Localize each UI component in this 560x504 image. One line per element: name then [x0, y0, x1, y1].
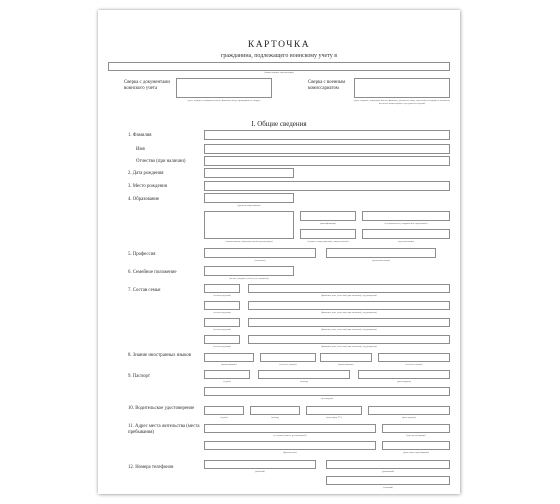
family-kinship-caption-2: (степень родства)	[213, 311, 231, 314]
phone-work-caption: (рабочий)	[255, 470, 265, 473]
family-person-caption-1: (фамилия, имя, отчество (при наличии), год рождения)	[321, 294, 377, 297]
family-person-field-3[interactable]	[248, 318, 450, 327]
education-diploma-caption: (серия и номер диплома, свидетельства)	[307, 240, 349, 243]
phone-mobile-caption: (сотовый)	[382, 486, 394, 489]
education-level-field[interactable]	[204, 193, 294, 203]
profession-extra-caption: (дополнительная)	[371, 259, 391, 262]
passport-issue-date-caption: (дата выдачи)	[397, 380, 411, 383]
profession-main-caption: (основная)	[254, 259, 266, 262]
phone-home-field[interactable]	[326, 460, 450, 469]
passport-issue-date-field[interactable]	[358, 370, 450, 379]
family-person-field-2[interactable]	[248, 301, 450, 310]
education-year-caption: (год окончания)	[397, 240, 415, 243]
passport-number-caption: (номер)	[300, 380, 308, 383]
address-registered-caption: (в соответствии с регистрацией)	[273, 434, 307, 437]
patronymic-label: Отчество (при наличии)	[136, 159, 186, 164]
language-name-caption-2: (наименование)	[337, 363, 355, 366]
birth-place-label: 3. Место рождения	[128, 184, 167, 189]
education-qualification-field[interactable]	[300, 211, 356, 221]
birth-date-field[interactable]	[204, 168, 294, 178]
phones-label: 12. Номера телефонов	[128, 465, 174, 470]
education-institution-caption: (наименование образовательной организации)	[225, 240, 273, 243]
family-person-caption-4: (фамилия, имя, отчество (при наличии), год рождения)	[321, 345, 377, 348]
verification-docs-caption: (дата, подпись, инициалы имени, фамилия лица, проводившего сверку)	[187, 99, 261, 102]
birth-place-field[interactable]	[204, 181, 450, 191]
family-person-caption-2: (фамилия, имя, отчество (при наличии), год рождения)	[321, 311, 377, 314]
license-series-caption: (серия)	[220, 416, 228, 419]
language-name-caption-1: (наименование)	[220, 363, 238, 366]
surname-label: 1. Фамилия	[128, 133, 152, 138]
family-kinship-caption-3: (степень родства)	[213, 328, 231, 331]
education-specialty-caption: (специальность, направление подготовки)	[384, 222, 428, 225]
passport-label: 9. Паспорт	[128, 374, 150, 379]
family-kinship-field-2[interactable]	[204, 301, 240, 310]
patronymic-field[interactable]	[204, 156, 450, 166]
registration-date-field[interactable]	[382, 424, 450, 433]
arrival-date-caption: (дата начала пребывания)	[402, 451, 430, 454]
license-categories-caption: (категории ТС)	[326, 416, 342, 419]
family-kinship-field-3[interactable]	[204, 318, 240, 327]
family-person-field-4[interactable]	[248, 335, 450, 344]
family-label: 7. Состав семьи	[128, 288, 161, 293]
address-actual-field[interactable]	[204, 441, 376, 450]
marital-status-label: 6. Семейное положение	[128, 270, 177, 275]
passport-issued-by-field[interactable]	[204, 387, 450, 396]
form-subtitle: гражданина, подлежащего воинскому учету в	[220, 53, 338, 59]
passport-number-field[interactable]	[258, 370, 350, 379]
education-specialty-field[interactable]	[362, 211, 450, 221]
verification-docs-field[interactable]	[176, 78, 272, 98]
phone-home-caption: (домашний)	[381, 470, 395, 473]
license-issue-date-field[interactable]	[368, 406, 450, 415]
organization-caption: (наименование организации)	[264, 71, 294, 74]
form-title: КАРТОЧКА	[247, 40, 311, 50]
address-registered-field[interactable]	[204, 424, 376, 433]
form-sheet	[98, 10, 460, 494]
phone-work-field[interactable]	[204, 460, 316, 469]
license-series-field[interactable]	[204, 406, 244, 415]
marital-status-caption: (женат, замужем, холост (не замужем))	[229, 277, 269, 280]
license-issue-date-caption: (дата выдачи)	[402, 416, 416, 419]
organization-field[interactable]	[108, 62, 450, 71]
verification-docs-label: Сверка с документами воинского учета	[124, 80, 170, 91]
passport-series-caption: (серия)	[223, 380, 231, 383]
name-label: Имя	[136, 147, 145, 152]
education-year-field[interactable]	[362, 229, 450, 239]
family-kinship-field-4[interactable]	[204, 335, 240, 344]
marital-status-field[interactable]	[204, 266, 294, 276]
phone-mobile-field[interactable]	[326, 476, 450, 485]
passport-series-field[interactable]	[204, 370, 250, 379]
registration-date-caption: (дата регистрации)	[406, 434, 426, 437]
license-number-field[interactable]	[250, 406, 300, 415]
language-level-caption-1: (степень знания)	[279, 363, 297, 366]
license-number-caption: (номер)	[271, 416, 279, 419]
profession-main-field[interactable]	[204, 248, 316, 258]
education-institution-field[interactable]	[204, 211, 294, 239]
verification-commissariat-caption: (дата, подпись, инициалы имени, фамилия, должность лица, или номер исходящего письма из военного комиссариата о результатах сверки)	[354, 99, 450, 105]
family-kinship-caption-1: (степень родства)	[213, 294, 231, 297]
family-person-caption-3: (фамилия, имя, отчество (при наличии), год рождения)	[321, 328, 377, 331]
name-field[interactable]	[204, 144, 450, 154]
section-general-title: I. Общие сведения	[251, 120, 307, 128]
family-kinship-field-1[interactable]	[204, 284, 240, 293]
address-label: 11. Адрес места жительства (места пребывания)	[128, 424, 200, 435]
languages-label: 8. Знание иностранных языков	[128, 353, 191, 358]
language-name-field-1[interactable]	[204, 353, 254, 362]
education-level-caption: (уровень образования)	[237, 204, 261, 207]
language-level-field-2[interactable]	[378, 353, 450, 362]
arrival-date-field[interactable]	[382, 441, 450, 450]
language-level-caption-2: (степень знания)	[405, 363, 423, 366]
verification-commissariat-label: Сверка с военным комиссариатом	[308, 80, 346, 91]
passport-issued-by-caption: (кем выдан)	[320, 397, 334, 400]
language-name-field-2[interactable]	[320, 353, 372, 362]
education-label: 4. Образование	[128, 197, 160, 202]
address-actual-caption: (фактически)	[283, 451, 297, 454]
family-kinship-caption-4: (степень родства)	[213, 345, 231, 348]
language-level-field-1[interactable]	[260, 353, 316, 362]
profession-extra-field[interactable]	[326, 248, 436, 258]
driver-license-label: 10. Водительское удостоверение	[128, 406, 195, 411]
education-diploma-field[interactable]	[300, 229, 356, 239]
verification-commissariat-field[interactable]	[354, 78, 450, 98]
license-categories-field[interactable]	[306, 406, 362, 415]
birth-date-label: 2. Дата рождения	[128, 171, 164, 176]
surname-field[interactable]	[204, 130, 450, 140]
family-person-field-1[interactable]	[248, 284, 450, 293]
profession-label: 5. Профессия	[128, 252, 156, 257]
education-qualification-caption: (квалификация)	[319, 222, 337, 225]
